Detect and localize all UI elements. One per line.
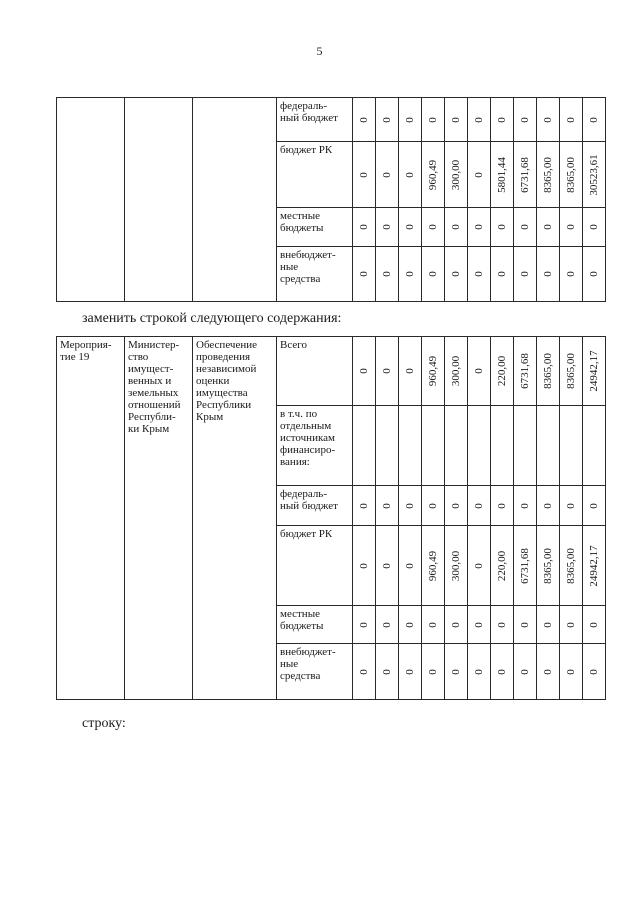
value-text: 0 bbox=[519, 224, 531, 230]
value-text: 0 bbox=[473, 562, 485, 569]
value-cell bbox=[537, 406, 560, 486]
value-text: 0 bbox=[473, 116, 485, 123]
value-text: 0 bbox=[565, 668, 577, 675]
empty-merged-cell bbox=[57, 98, 125, 302]
value-cell bbox=[491, 486, 514, 526]
page-number: 5 bbox=[316, 44, 323, 58]
value-text: 0 bbox=[450, 224, 462, 230]
value-text: 0 bbox=[381, 271, 393, 277]
value-cell bbox=[399, 606, 422, 644]
value-text: 0 bbox=[565, 502, 577, 509]
value-cell bbox=[353, 644, 376, 700]
value-text: 0 bbox=[404, 668, 416, 675]
value-cell bbox=[376, 526, 399, 606]
value-text: 0 bbox=[427, 668, 439, 675]
value-cell bbox=[583, 98, 606, 142]
value-text: 0 bbox=[473, 368, 485, 374]
value-text: 6731,68 bbox=[519, 353, 531, 389]
value-cell bbox=[537, 606, 560, 644]
value-cell bbox=[560, 406, 583, 486]
value-cell bbox=[537, 208, 560, 247]
value-cell bbox=[583, 142, 606, 208]
value-text: 0 bbox=[473, 171, 485, 178]
value-cell bbox=[514, 247, 537, 302]
value-cell bbox=[583, 247, 606, 302]
value-cell bbox=[560, 526, 583, 606]
value-text: 960,49 bbox=[427, 550, 439, 581]
value-text: 0 bbox=[381, 621, 393, 628]
value-text: 0 bbox=[565, 271, 577, 277]
source-label: Всего bbox=[277, 337, 353, 406]
value-text: 0 bbox=[496, 668, 508, 675]
value-text: 0 bbox=[450, 502, 462, 509]
funding-table-new bbox=[56, 336, 606, 700]
value-cell bbox=[445, 208, 468, 247]
funding-table-old bbox=[56, 97, 606, 302]
table-row bbox=[57, 337, 606, 406]
value-text: 0 bbox=[381, 171, 393, 178]
value-cell bbox=[353, 486, 376, 526]
value-text: 220,00 bbox=[496, 355, 508, 387]
value-text: 0 bbox=[404, 502, 416, 509]
value-text: 0 bbox=[519, 621, 531, 628]
value-cell bbox=[353, 606, 376, 644]
value-text: 24942,17 bbox=[588, 544, 600, 587]
value-text: 0 bbox=[588, 271, 600, 277]
value-text: 0 bbox=[588, 224, 600, 230]
value-text: 8365,00 bbox=[542, 156, 554, 193]
value-cell bbox=[537, 337, 560, 406]
source-label: местные бюджеты bbox=[277, 208, 353, 247]
value-text: 8365,00 bbox=[542, 547, 554, 584]
value-cell bbox=[514, 337, 537, 406]
value-text: 0 bbox=[381, 224, 393, 230]
table-row bbox=[57, 98, 606, 142]
value-text: 0 bbox=[496, 224, 508, 230]
value-cell bbox=[560, 486, 583, 526]
value-cell bbox=[376, 606, 399, 644]
measure-name: Мероприя- тие 19 bbox=[57, 337, 125, 700]
value-text: 8365,00 bbox=[565, 547, 577, 584]
value-cell bbox=[491, 406, 514, 486]
value-cell bbox=[491, 208, 514, 247]
value-cell bbox=[399, 486, 422, 526]
value-text: 24942,17 bbox=[588, 350, 600, 392]
value-text: 0 bbox=[404, 116, 416, 123]
value-text: 0 bbox=[496, 502, 508, 509]
value-cell bbox=[560, 337, 583, 406]
value-text: 0 bbox=[496, 116, 508, 123]
value-text: 0 bbox=[358, 271, 370, 277]
executor-name: Министер- ство имущест- венных и земельных отношений Республи- ки Крым bbox=[125, 337, 193, 700]
value-text: 0 bbox=[496, 621, 508, 628]
value-text: 0 bbox=[588, 502, 600, 509]
value-text: 0 bbox=[565, 224, 577, 230]
value-cell bbox=[353, 406, 376, 486]
value-cell bbox=[537, 486, 560, 526]
value-cell bbox=[445, 606, 468, 644]
value-cell bbox=[468, 247, 491, 302]
empty-merged-cell bbox=[193, 98, 277, 302]
value-cell bbox=[491, 98, 514, 142]
value-cell bbox=[468, 337, 491, 406]
value-cell bbox=[537, 142, 560, 208]
value-text: 300,00 bbox=[450, 355, 462, 387]
value-text: 6731,68 bbox=[519, 156, 531, 193]
source-label: в т.ч. по отдельным источникам финансиро- вания: bbox=[277, 406, 353, 486]
value-cell bbox=[376, 142, 399, 208]
value-text: 0 bbox=[542, 271, 554, 277]
value-cell bbox=[583, 526, 606, 606]
value-text: 0 bbox=[404, 621, 416, 628]
value-cell bbox=[537, 98, 560, 142]
value-cell bbox=[491, 337, 514, 406]
value-text: 0 bbox=[519, 116, 531, 123]
value-text: 300,00 bbox=[450, 550, 462, 581]
value-cell bbox=[537, 644, 560, 700]
value-cell bbox=[468, 526, 491, 606]
value-text: 0 bbox=[473, 224, 485, 230]
value-cell bbox=[399, 337, 422, 406]
value-text: 0 bbox=[519, 271, 531, 277]
value-text: 5801,44 bbox=[496, 156, 508, 193]
value-cell bbox=[468, 142, 491, 208]
value-cell bbox=[376, 337, 399, 406]
value-cell bbox=[376, 98, 399, 142]
value-text: 0 bbox=[542, 668, 554, 675]
value-cell bbox=[583, 644, 606, 700]
value-text: 0 bbox=[473, 621, 485, 628]
value-cell bbox=[399, 247, 422, 302]
value-cell bbox=[445, 247, 468, 302]
value-text: 0 bbox=[450, 116, 462, 123]
value-cell bbox=[468, 406, 491, 486]
value-cell bbox=[583, 486, 606, 526]
value-text: 0 bbox=[404, 368, 416, 374]
value-text: 8365,00 bbox=[542, 353, 554, 389]
value-text: 0 bbox=[358, 502, 370, 509]
value-cell bbox=[353, 142, 376, 208]
value-text: 0 bbox=[381, 116, 393, 123]
source-label: федераль- ный бюджет bbox=[277, 486, 353, 526]
value-cell bbox=[353, 247, 376, 302]
value-cell bbox=[422, 526, 445, 606]
value-cell bbox=[491, 526, 514, 606]
value-text: 0 bbox=[427, 502, 439, 509]
value-cell bbox=[422, 208, 445, 247]
value-text: 0 bbox=[358, 171, 370, 178]
value-text: 0 bbox=[427, 116, 439, 123]
value-cell bbox=[560, 247, 583, 302]
value-cell bbox=[445, 486, 468, 526]
value-cell bbox=[537, 247, 560, 302]
value-cell bbox=[514, 606, 537, 644]
measure-description: Обеспечение проведения независимой оценки имущества Республики Крым bbox=[193, 337, 277, 700]
value-cell bbox=[422, 337, 445, 406]
value-cell bbox=[353, 337, 376, 406]
value-text: 220,00 bbox=[496, 550, 508, 581]
value-cell bbox=[514, 486, 537, 526]
value-text: 30523,61 bbox=[588, 153, 600, 196]
value-text: 0 bbox=[427, 224, 439, 230]
value-cell bbox=[445, 337, 468, 406]
value-text: 0 bbox=[565, 621, 577, 628]
value-cell bbox=[537, 526, 560, 606]
value-text: 0 bbox=[404, 224, 416, 230]
value-cell bbox=[399, 142, 422, 208]
value-cell bbox=[583, 606, 606, 644]
value-text: 0 bbox=[519, 668, 531, 675]
value-text: 0 bbox=[381, 562, 393, 569]
value-text: 0 bbox=[427, 271, 439, 277]
value-cell bbox=[353, 526, 376, 606]
value-cell bbox=[353, 98, 376, 142]
source-label: местные бюджеты bbox=[277, 606, 353, 644]
value-cell bbox=[491, 644, 514, 700]
value-cell bbox=[560, 208, 583, 247]
value-cell bbox=[376, 486, 399, 526]
value-cell bbox=[445, 406, 468, 486]
value-cell bbox=[376, 644, 399, 700]
value-text: 300,00 bbox=[450, 159, 462, 190]
value-text: 0 bbox=[542, 116, 554, 123]
value-cell bbox=[514, 644, 537, 700]
source-label: внебюджет- ные средства bbox=[277, 644, 353, 700]
source-label: бюджет РК bbox=[277, 142, 353, 208]
value-text: 0 bbox=[404, 171, 416, 178]
value-text: 8365,00 bbox=[565, 353, 577, 389]
value-cell bbox=[399, 526, 422, 606]
value-cell bbox=[353, 208, 376, 247]
value-text: 0 bbox=[588, 116, 600, 123]
value-text: 8365,00 bbox=[565, 156, 577, 193]
value-text: 0 bbox=[450, 621, 462, 628]
value-cell bbox=[468, 98, 491, 142]
value-cell bbox=[445, 644, 468, 700]
value-text: 0 bbox=[519, 502, 531, 509]
value-cell bbox=[422, 142, 445, 208]
value-cell bbox=[422, 98, 445, 142]
value-cell bbox=[491, 606, 514, 644]
value-cell bbox=[445, 98, 468, 142]
value-cell bbox=[514, 142, 537, 208]
value-text: 0 bbox=[381, 368, 393, 374]
value-text: 0 bbox=[404, 562, 416, 569]
value-cell bbox=[514, 208, 537, 247]
value-text: 0 bbox=[588, 621, 600, 628]
value-cell bbox=[468, 208, 491, 247]
value-text: 0 bbox=[473, 271, 485, 277]
value-cell bbox=[399, 406, 422, 486]
empty-merged-cell bbox=[125, 98, 193, 302]
value-text: 0 bbox=[358, 621, 370, 628]
value-cell bbox=[399, 98, 422, 142]
source-label: внебюджет- ные средства bbox=[277, 247, 353, 302]
value-text: 0 bbox=[427, 621, 439, 628]
value-text: 0 bbox=[450, 668, 462, 675]
value-text: 0 bbox=[542, 224, 554, 230]
value-text: 0 bbox=[542, 502, 554, 509]
value-cell bbox=[376, 247, 399, 302]
replace-instruction: заменить строкой следующего содержания: bbox=[82, 311, 342, 326]
value-text: 0 bbox=[358, 368, 370, 374]
value-text: 0 bbox=[565, 116, 577, 123]
value-cell bbox=[422, 406, 445, 486]
value-cell bbox=[468, 606, 491, 644]
value-text: 0 bbox=[542, 621, 554, 628]
value-text: 0 bbox=[358, 668, 370, 675]
value-cell bbox=[583, 337, 606, 406]
value-cell bbox=[583, 406, 606, 486]
value-cell bbox=[560, 98, 583, 142]
value-text: 0 bbox=[358, 224, 370, 230]
value-text: 6731,68 bbox=[519, 547, 531, 584]
value-cell bbox=[376, 208, 399, 247]
value-cell bbox=[468, 644, 491, 700]
value-text: 0 bbox=[588, 668, 600, 675]
value-cell bbox=[445, 526, 468, 606]
value-cell bbox=[560, 644, 583, 700]
value-cell bbox=[422, 247, 445, 302]
value-cell bbox=[560, 142, 583, 208]
value-cell bbox=[514, 98, 537, 142]
value-cell bbox=[583, 208, 606, 247]
source-label: федераль- ный бюджет bbox=[277, 98, 353, 142]
source-label: бюджет РК bbox=[277, 526, 353, 606]
value-cell bbox=[422, 644, 445, 700]
value-text: 0 bbox=[473, 668, 485, 675]
value-text: 0 bbox=[358, 116, 370, 123]
value-cell bbox=[376, 406, 399, 486]
row-instruction: строку: bbox=[82, 716, 126, 731]
value-cell bbox=[399, 644, 422, 700]
value-text: 0 bbox=[381, 668, 393, 675]
value-cell bbox=[422, 486, 445, 526]
value-cell bbox=[514, 406, 537, 486]
value-text: 0 bbox=[358, 562, 370, 569]
value-cell bbox=[445, 142, 468, 208]
value-text: 0 bbox=[473, 502, 485, 509]
value-text: 960,49 bbox=[427, 159, 439, 190]
value-text: 960,49 bbox=[427, 355, 439, 387]
value-cell bbox=[560, 606, 583, 644]
value-cell bbox=[514, 526, 537, 606]
value-text: 0 bbox=[381, 502, 393, 509]
value-cell bbox=[422, 606, 445, 644]
value-text: 0 bbox=[404, 271, 416, 277]
value-text: 0 bbox=[450, 271, 462, 277]
value-cell bbox=[491, 247, 514, 302]
value-cell bbox=[491, 142, 514, 208]
value-text: 0 bbox=[496, 271, 508, 277]
value-cell bbox=[399, 208, 422, 247]
value-cell bbox=[468, 486, 491, 526]
